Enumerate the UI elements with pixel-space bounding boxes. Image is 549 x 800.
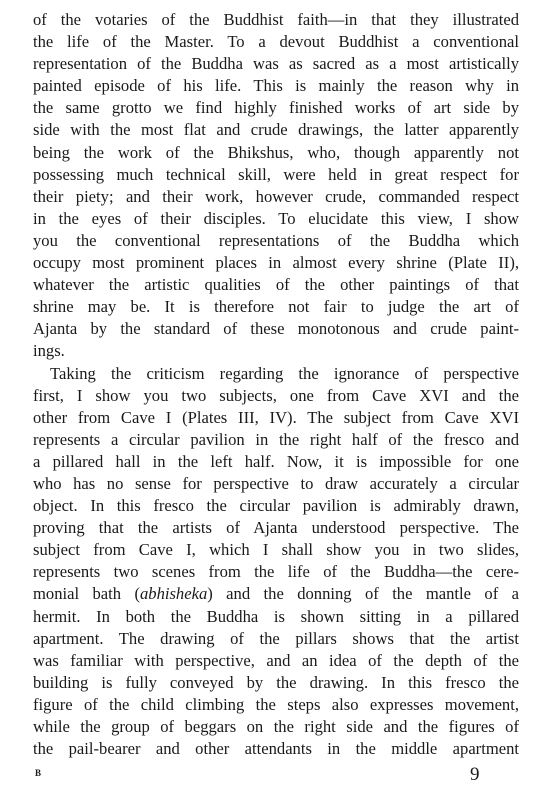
text-line: hermit. In both the Buddha is shown sitting in a pillared: [33, 606, 519, 626]
text-line: being the work of the Bhikshus, who, though apparently not: [33, 142, 519, 162]
text-line: first, I show you two subjects, one from Cave XVI and the: [33, 385, 519, 405]
text-span: ) and the donning of the mantle of a: [207, 584, 519, 604]
text-line: was familiar with perspective, and an idea of the depth of the: [33, 650, 519, 670]
text-line: subject from Cave I, which I shall show you in two slides,: [33, 540, 519, 560]
text-line: other from Cave I (Plates III, IV). The subject from Cave XVI: [33, 407, 519, 427]
text-span: monial bath (: [33, 584, 140, 604]
body-text: [33, 9, 519, 760]
text-line: object. In this fresco the circular pavilion is admirably drawn,: [33, 496, 519, 516]
text-line: of the votaries of the Buddhist faith—in that they illustrated: [33, 10, 519, 29]
text-line: in the eyes of their disciples. To elucidate this view, I show: [33, 208, 519, 228]
text-line: a pillared hall in the left half. Now, it is impossible for one: [33, 451, 519, 471]
text-line: the life of the Master. To a devout Buddhist a conventional: [33, 32, 519, 52]
text-line: whatever the artistic qualities of the other paintings of that: [33, 275, 519, 295]
paragraph-1: [33, 9, 519, 363]
text-line: possessing much technical skill, were held in great respect for: [33, 164, 519, 184]
signature-mark: B: [35, 768, 42, 778]
text-line: apartment. The drawing of the pillars shows that the artist: [33, 628, 519, 648]
text-line: shrine may be. It is therefore not fair to judge the art of: [33, 297, 519, 317]
text-line: Ajanta by the standard of these monotonous and crude paint-: [33, 319, 519, 339]
text-line: the same grotto we find highly finished works of art side by: [33, 98, 519, 118]
paragraph-2: [33, 363, 519, 761]
text-line: while the group of beggars on the right side and the figures of: [33, 717, 519, 736]
text-line: the pail-bearer and other attendants in the middle apartment: [33, 739, 519, 759]
text-line: representation of the Buddha was as sacred as a most artistically: [33, 54, 519, 74]
text-line: [33, 583, 519, 605]
page-number: 9: [470, 764, 480, 785]
text-line: represents a circular pavilion in the right half of the fresco and: [33, 429, 519, 449]
text-line: ings.: [33, 341, 65, 361]
text-line: painted episode of his life. This is mainly the reason why in: [33, 76, 519, 96]
text-line: occupy most prominent places in almost every shrine (Plate II),: [33, 253, 519, 273]
text-line: their piety; and their work, however crude, commanded respect: [33, 186, 519, 206]
text-line: proving that the artists of Ajanta understood perspective. The: [33, 518, 519, 538]
text-line: figure of the child climbing the steps also expresses movement,: [33, 694, 519, 714]
text-line: Taking the criticism regarding the ignorance of perspective: [50, 363, 519, 383]
text-line: side with the most flat and crude drawings, the latter apparently: [33, 120, 519, 140]
italic-term: abhisheka: [139, 584, 208, 604]
text-line: who has no sense for perspective to draw accurately a circular: [33, 473, 519, 493]
text-line: you the conventional representations of the Buddha which: [33, 230, 519, 250]
text-line: building is fully conveyed by the drawing. In this fresco the: [33, 672, 519, 692]
text-line: represents two scenes from the life of the Buddha—the cere-: [33, 562, 519, 582]
